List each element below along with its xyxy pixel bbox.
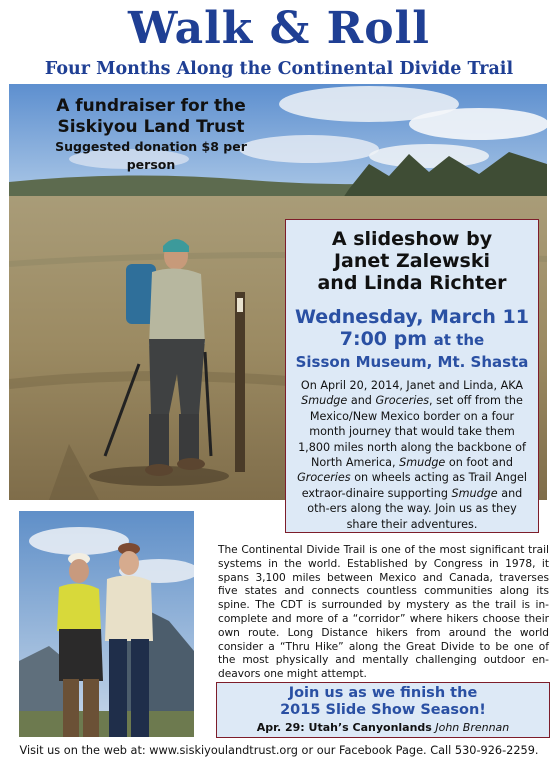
event-time bbox=[286, 328, 538, 351]
upcoming-event-date: Apr. 29: Utah’s Canyonlands bbox=[256, 721, 432, 734]
footer-contact: Visit us on the web at: www.siskiyoulandtrust.org or our Facebook Page. Call 530-926-2259. bbox=[19, 744, 539, 757]
trip-story bbox=[292, 378, 532, 532]
slideshow-info-box bbox=[285, 219, 539, 533]
story-nickname: Smudge bbox=[451, 486, 498, 500]
story-text: , set off from the Mexico/New Mexico border on a four month journey that would take them 1,800 miles north along the backbone of North America, bbox=[298, 394, 526, 470]
story-nickname: Groceries bbox=[375, 394, 430, 408]
story-text: On April 20, 2014, Janet and Linda, AKA bbox=[300, 379, 524, 392]
story-text: and bbox=[347, 394, 376, 408]
presenter-line-2: Janet Zalewski bbox=[333, 250, 490, 272]
page-title: Walk & Roll bbox=[127, 3, 430, 54]
land-trust-name: Siskiyou Land Trust bbox=[57, 117, 245, 137]
story-nickname: Smudge bbox=[301, 394, 348, 408]
upcoming-event bbox=[217, 720, 549, 736]
cdt-description: The Continental Divide Trail is one of the most significant trail systems in the world. Established by Congress in 1978, it spans 3,100 miles between Mexico and Canada, traverses five states and connects countless communities along its spine. The CDT is surrounded by mystery as the trail is in-complete and more of a “corridor” where hikers choose their own route. Long Distance hikers from around the world consider a “Thru Hike” along the Great Divide to be one of the most physically and mentally challenging outdoor en-deavors one might attempt. bbox=[218, 544, 549, 681]
presenter-heading bbox=[286, 228, 538, 294]
story-nickname: Smudge bbox=[399, 456, 446, 470]
story-text: and oth-ers along the way. Join us as they share their adventures. bbox=[307, 486, 523, 531]
story-nickname: Groceries bbox=[297, 471, 351, 485]
presenter-line-3: and Linda Richter bbox=[317, 272, 507, 294]
presenter-line-1: A slideshow by bbox=[331, 228, 493, 250]
page-subtitle: Four Months Along the Continental Divide Trail bbox=[44, 59, 514, 79]
season-line-2: 2015 Slide Show Season! bbox=[280, 702, 486, 718]
event-time-value: 7:00 pm bbox=[339, 328, 428, 350]
fundraiser-line: A fundraiser for the bbox=[56, 96, 246, 116]
season-line-1: Join us as we finish the bbox=[288, 685, 478, 701]
event-time-suffix: at the bbox=[433, 331, 485, 349]
season-box bbox=[216, 682, 550, 738]
story-text: on foot and bbox=[445, 456, 513, 470]
upcoming-event-presenter: John Brennan bbox=[435, 721, 510, 734]
fundraiser-notice bbox=[36, 96, 266, 174]
event-venue: Sisson Museum, Mt. Shasta bbox=[295, 353, 529, 371]
event-date: Wednesday, March 11 bbox=[294, 306, 529, 328]
story-text: on wheels acting as Trail Angel extraor-dinaire supporting bbox=[301, 471, 527, 500]
suggested-donation: Suggested donation $8 per person bbox=[55, 139, 247, 172]
hikers-mountain-photo bbox=[19, 511, 194, 737]
